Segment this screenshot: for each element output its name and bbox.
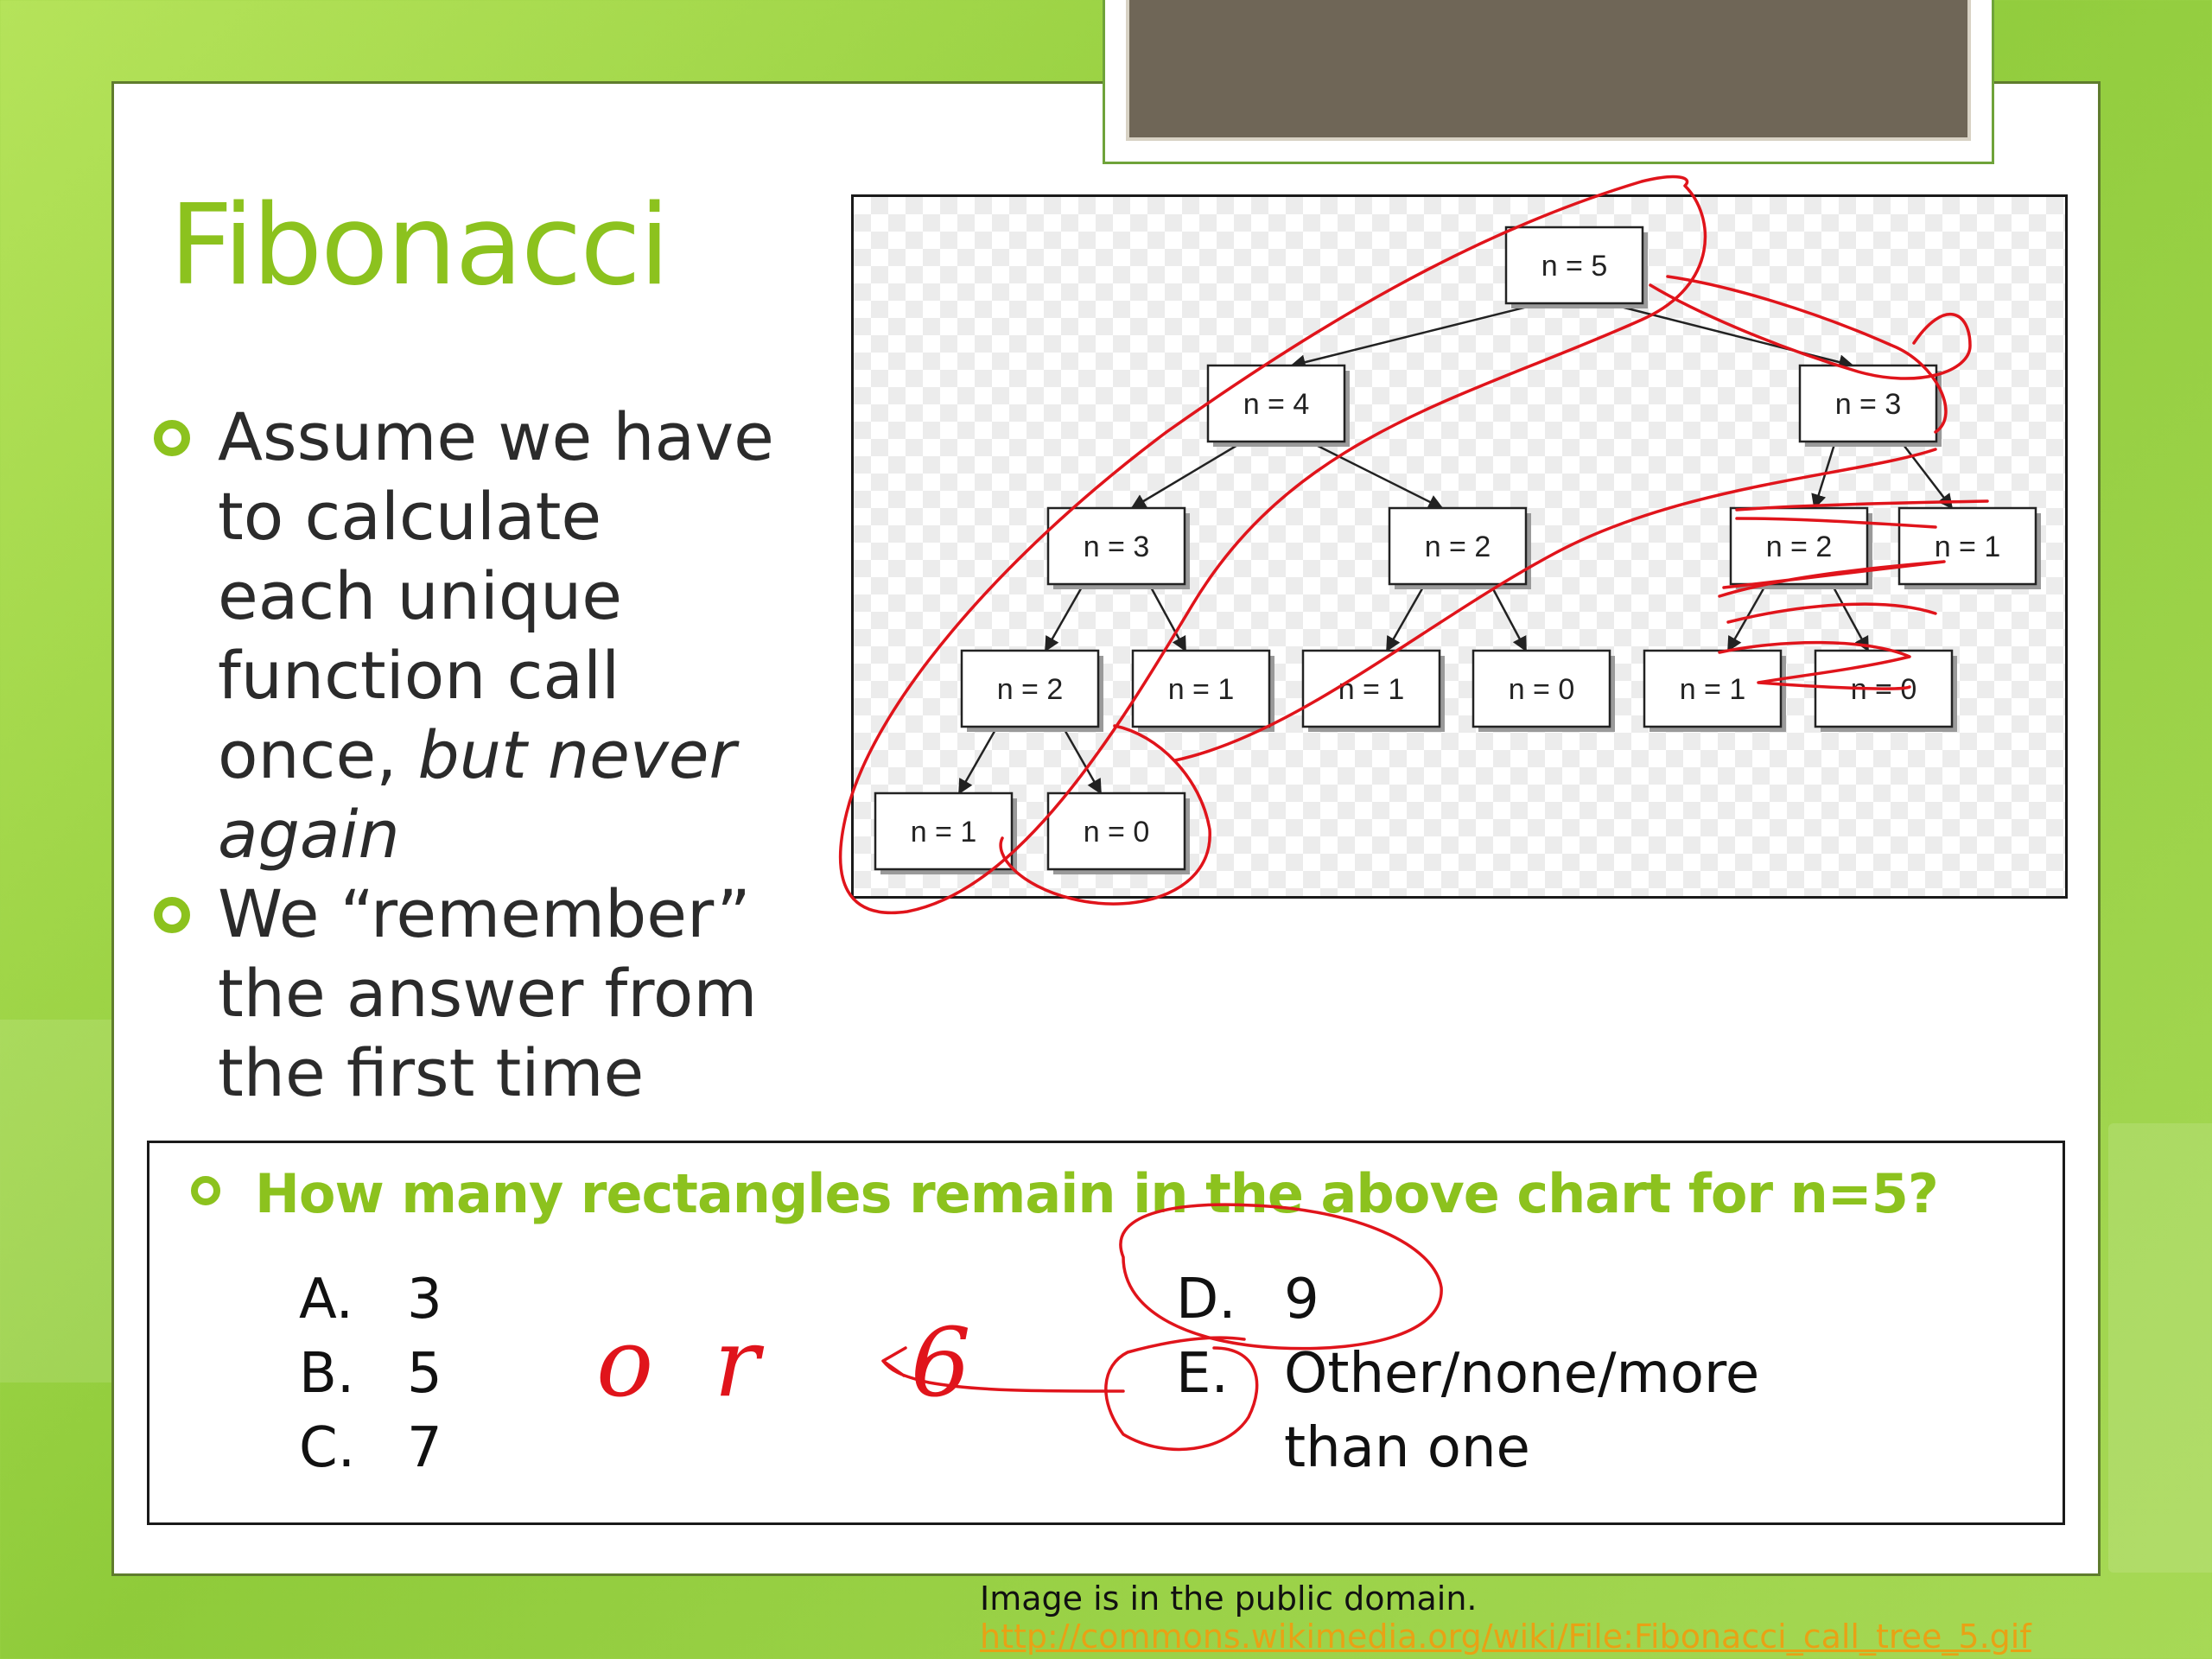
call-tree-diagram [854,197,2068,899]
tree-node-n1a [875,793,1017,874]
tree-edge-arrow [1491,584,1526,651]
tree-node-label: n = 3 [1834,388,1902,421]
tree-edge-arrow [1063,727,1101,793]
bullet-line [218,795,840,874]
tree-node-n1e [1644,651,1786,732]
option-letter: D. [1176,1268,1236,1332]
slide-title: Fibonacci [169,181,669,310]
bullet-item [149,874,840,1113]
call-tree-image [851,194,2068,899]
tree-edge-arrow [1149,584,1185,651]
option-text: 3 [407,1268,442,1332]
tree-node-label: n = 2 [1424,531,1491,563]
tree-node-label: n = 5 [1541,250,1608,283]
tree-edge-arrow [959,727,997,793]
option-e[interactable] [1176,1337,2040,1411]
tree-node-label: n = 1 [1338,673,1405,706]
option-letter: B. [299,1342,355,1406]
option-b[interactable] [299,1337,645,1411]
tree-node-label: n = 2 [996,673,1064,706]
tree-node-label: n = 2 [1765,531,1833,563]
photo-placeholder [1126,0,1971,141]
tree-edge-arrow [1607,303,1853,365]
bullet-item [149,397,840,874]
hollow-circle-bullet-icon [154,897,190,933]
bullet-line: Assume we have [218,398,774,475]
tree-node-label: n = 0 [1850,673,1917,706]
tree-node-label: n = 0 [1083,816,1150,849]
option-a[interactable] [299,1262,645,1337]
tree-node-n4 [1208,365,1350,447]
tree-node-label: n = 1 [910,816,977,849]
bullet-line: function call [218,637,620,714]
tree-node-label: n = 1 [1679,673,1746,706]
tree-edge-arrow [1815,442,1835,508]
tree-node-n5 [1506,227,1648,308]
tree-node-n2a [962,651,1103,732]
bullet-line: to calculate [218,478,602,555]
tree-node-n0c [1815,651,1957,732]
option-text: 9 [1284,1268,1319,1332]
tree-node-label: n = 3 [1083,531,1150,563]
tree-node-n2b [1389,508,1531,589]
bullet-line: the first time [218,1034,645,1111]
image-credit: Image is in the public domain. [980,1580,1478,1618]
bullet-text-plain: once, [218,716,418,793]
tree-edge-arrow [1046,584,1084,651]
tree-node-n3a [1048,508,1190,589]
question-box [147,1141,2065,1525]
option-c[interactable] [299,1411,645,1485]
option-text: Other/none/more [1284,1342,1760,1406]
option-e-continued [1176,1411,2040,1485]
bullet-list [149,397,840,1113]
tree-node-label: n = 4 [1243,388,1310,421]
option-text: 5 [407,1342,442,1406]
option-letter: A. [299,1268,353,1332]
hollow-circle-bullet-icon [154,420,190,456]
option-text: than one [1284,1416,1530,1480]
tree-edge-arrow [1309,442,1442,508]
bullet-text-italic: but never [417,716,736,793]
tree-edge-arrow [1728,584,1766,651]
tree-node-label: n = 0 [1508,673,1575,706]
tree-node-n1d [1303,651,1445,732]
tree-node-n2c [1731,508,1872,589]
background-pane [2108,1123,2212,1573]
tree-node-label: n = 1 [1167,673,1235,706]
tree-node-n1b [1133,651,1274,732]
hollow-circle-bullet-icon [191,1176,220,1205]
question-text: How many rectangles remain in the above chart for n=5? [255,1162,1938,1225]
bullet-line: We “remember” [218,875,751,952]
option-letter: C. [299,1416,356,1480]
option-letter: E. [1176,1342,1229,1406]
tree-node-n1c [1899,508,2041,589]
bullet-line: each unique [218,557,623,634]
option-text: 7 [407,1416,442,1480]
tree-edge-arrow [1292,303,1541,365]
option-d[interactable] [1176,1262,2040,1337]
options-right [1176,1262,2040,1485]
photo-placeholder-frame [1103,0,1994,164]
bullet-line [218,715,840,795]
tree-node-n0b [1473,651,1615,732]
tree-node-label: n = 1 [1934,531,2001,563]
bullet-text-italic: again [218,796,400,873]
tree-node-n0a [1048,793,1190,874]
tree-edge-arrow [1901,442,1952,508]
options-left [299,1262,645,1485]
image-source-link[interactable]: http://commons.wikimedia.org/wiki/File:Fibonacci_call_tree_5.gif [980,1618,2031,1656]
tree-edge-arrow [1832,584,1868,651]
handwritten-answer: or 6 [596,1307,1032,1418]
tree-node-n3b [1800,365,1942,447]
bullet-line: the answer from [218,955,758,1032]
tree-edge-arrow [1387,584,1425,651]
tree-edge-arrow [1132,442,1243,508]
